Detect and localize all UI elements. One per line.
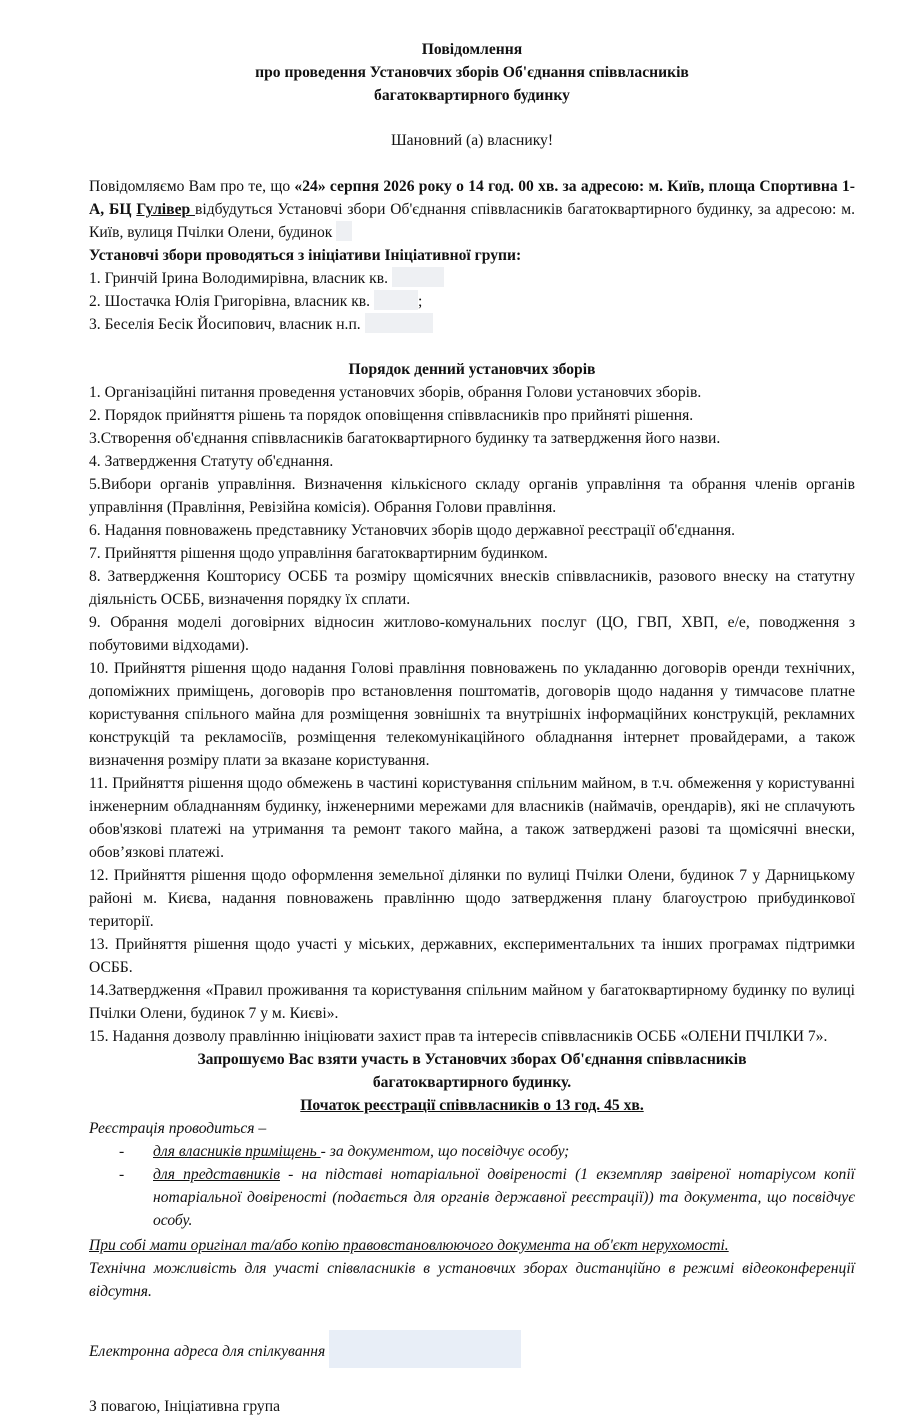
initiative-member-3: [89, 313, 855, 336]
document-title: [89, 38, 855, 107]
agenda-item: 1. Організаційні питання проведення установчих зборів, обрання Голови установчих зборів.: [89, 384, 702, 401]
member-3-text: 3. Беселія Бесік Йосипович, власник н.п.: [89, 316, 365, 333]
invitation-block: [89, 1048, 855, 1117]
greeting: Шановний (а) власнику!: [390, 132, 554, 149]
redacted-premises-3: [365, 313, 433, 333]
registration-start-time: Початок реєстрації співвласників о 13 год. 45 хв.: [300, 1097, 644, 1114]
initiative-heading: Установчі збори проводяться з ініціативи Ініціативної групи:: [89, 247, 522, 264]
title-line-3: багатоквартирного будинку: [374, 87, 570, 104]
intro-date-address: «24» серпня 2026 року о 14 год. 00 хв. за адресою: м. Київ, площа Спортивна 1-А, БЦ: [89, 178, 855, 218]
list-dash: -: [119, 1166, 125, 1183]
redacted-email: [329, 1330, 521, 1368]
representatives-label: для представників: [153, 1166, 280, 1183]
agenda-item: 2. Порядок прийняття рішень та порядок оповіщення співвласників про прийняті рішення.: [89, 407, 694, 424]
agenda-item: 13. Прийняття рішення щодо участі у міських, державних, експериментальних та інших програмах підтримки ОСББ.: [89, 936, 855, 976]
agenda-item: 9. Обрання моделі договірних відносин житлово-комунальних послуг (ЦО, ГВП, ХВП, е/е, поводження з побутовими відходами).: [89, 614, 855, 654]
email-label: Електронна адреса для спілкування: [89, 1343, 326, 1360]
agenda-item: 4. Затвердження Статуту об'єднання.: [89, 453, 334, 470]
title-line-2: про проведення Установчих зборів Об'єднання співвласників: [255, 64, 689, 81]
intro-paragraph: [89, 175, 855, 244]
member-1-text: 1. Гринчій Ірина Володимирівна, власник кв.: [89, 270, 392, 287]
agenda-item: 7. Прийняття рішення щодо управління багатоквартирним будинком.: [89, 545, 548, 562]
intro-building-name: Гулівер: [136, 201, 196, 218]
agenda-item: 10. Прийняття рішення щодо надання Голові правління повноважень по укладанню договорів оренди технічних, допоміжних приміщень, договорів про встановлення поштоматів, договорів щодо надання у тимчасове платне користування спільного майна для розміщення зовнішніх та внутрішніх інформаційних конструкцій, рекламних конструкцій та рекламосіїв, розміщення телекомунікаційного обладнання інтернет провайдерами, а також визначення розміру плати за вказане користування.: [89, 660, 855, 769]
agenda-item: 5.Вибори органів управління. Визначення кількісного складу органів управління та обрання членів органів управління (Правління, Ревізійна комісія). Обрання Голови правління.: [89, 476, 855, 516]
document-body: [89, 38, 855, 1418]
initiative-member-2: [89, 290, 855, 313]
signature: З повагою, Ініціативна група: [89, 1398, 280, 1415]
invite-line-2: багатоквартирного будинку.: [372, 1074, 572, 1091]
agenda-item: 14.Затвердження «Правил проживання та користування спільним майном у багатоквартирному будинку по вулиці Пчілки Олени, будинок 7 у м. Києві».: [89, 982, 855, 1022]
intro-rest: відбудуться Установчі збори Об'єднання співвласників багатоквартирного будинку, за адресою: м. Київ, вулиця Пчілки Олени, будинок: [89, 201, 855, 241]
registration-item-representatives: [89, 1163, 855, 1232]
redacted-apartment-2: [374, 290, 418, 310]
bring-documents-note: При собі мати оригінал та/або копію правовстановлюючого документа на об'єкт нерухомості.: [89, 1237, 729, 1254]
agenda-list: [89, 381, 855, 1048]
agenda-item: 6. Надання повноважень представнику Установчих зборів щодо державної реєстрації об'єднання.: [89, 522, 736, 539]
agenda-item: 3.Створення об'єднання співвласників багатоквартирного будинку та затвердження його назви.: [89, 430, 721, 447]
redacted-building-number: [336, 221, 352, 241]
agenda-item: 8. Затвердження Кошторису ОСББ та розміру щомісячних внесків співвласників, разового внеску на статутну діяльність ОСББ, визначення порядку їх сплати.: [89, 568, 855, 608]
intro-prefix: Повідомляємо Вам про те, що: [89, 178, 295, 195]
redacted-apartment-1: [392, 267, 444, 287]
invite-line-1: Запрошуємо Вас взяти участь в Установчих зборах Об'єднання співвласників: [197, 1051, 747, 1068]
agenda-item: 12. Прийняття рішення щодо оформлення земельної ділянки по вулиці Пчілки Олени, будинок 7 у Дарницькому районі м. Києва, надання повноважень правлінню щодо затвердження плану благоустрою прибудинкової території.: [89, 867, 855, 930]
registration-item-owners: [89, 1140, 855, 1163]
representatives-text: - на підставі нотаріальної довіреності (1 екземпляр завіреної нотаріусом копії нотаріальної довіреності (подається для органів державної реєстрації)) та документа, що посвідчує особу.: [153, 1166, 856, 1229]
agenda-item: 11. Прийняття рішення щодо обмежень в частині користування спільним майном, в т.ч. обмеження у користуванні інженерним обладнанням будинку, інженерними мережами для власників (наймачів, орендарів), які не сплачують обов'язкові платежі на утримання та ремонт такого майна, а також затверджені разові та щомісячні внески, обов’язкові платежі.: [89, 775, 855, 861]
member-2-suffix: ;: [417, 293, 423, 310]
agenda-title: Порядок денний установчих зборів: [348, 361, 596, 378]
remote-participation-note: Технічна можливість для участі співвласників в установчих зборах дистанційно в режимі відеоконференції відсутня.: [89, 1260, 855, 1300]
initiative-member-1: [89, 267, 855, 290]
registration-intro: Реєстрація проводиться –: [89, 1120, 267, 1137]
agenda-item: 15. Надання дозволу правлінню ініціювати захист прав та інтересів співвласників ОСББ «ОЛЕНИ ПЧІЛКИ 7».: [89, 1028, 828, 1045]
member-2-text: 2. Шостачка Юлія Григорівна, власник кв.: [89, 293, 374, 310]
contact-email-row: [89, 1330, 855, 1368]
owners-text: - за документом, що посвідчує особу;: [320, 1143, 570, 1160]
list-dash: -: [119, 1143, 125, 1160]
registration-list: [89, 1140, 855, 1232]
owners-label: для власників приміщень: [153, 1143, 321, 1160]
title-line-1: Повідомлення: [421, 41, 523, 58]
